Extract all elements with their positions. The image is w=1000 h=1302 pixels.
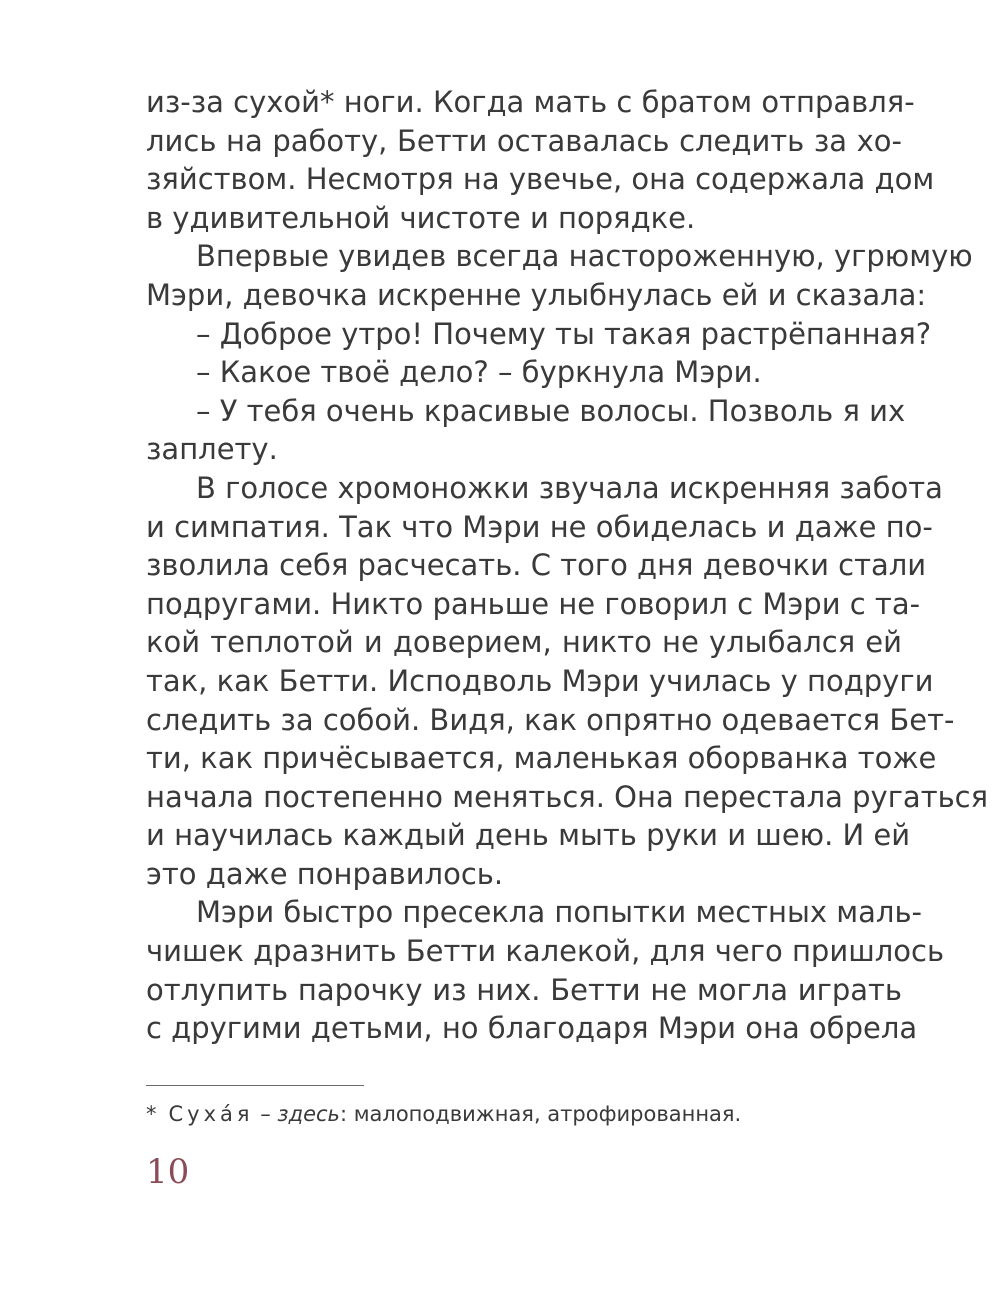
footnote-qualifier: здесь <box>277 1102 340 1126</box>
paragraph-first-line: Мэри быстро пресекла попытки местных маль- <box>196 895 923 930</box>
text-line: из-за сухой* ноги. Когда мать с братом отправля- <box>146 85 915 119</box>
text-line: лись на работу, Бетти оставалась следить за хо- <box>146 123 902 158</box>
dialogue-line: – У тебя очень красивые волосы. Позволь я их <box>196 393 906 428</box>
text-line: так, как Бетти. Исподволь Мэри училась у подруги <box>146 663 934 698</box>
text-line: подругами. Никто раньше не говорил с Мэри с та- <box>146 586 921 621</box>
footnote <box>146 1100 741 1128</box>
page-number: 10 <box>146 1152 190 1192</box>
text-line: начала постепенно меняться. Она перестала ругаться <box>146 779 989 814</box>
text-line: зволила себя расчесать. С того дня девочки стали <box>146 548 927 583</box>
text-line: и симпатия. Так что Мэри не обиделась и даже по- <box>146 509 933 544</box>
footnote-definition: : малоподвижная, атрофированная. <box>339 1102 742 1126</box>
text-line: с другими детьми, но благодаря Мэри она обрела <box>146 1011 918 1046</box>
text-line: следить за собой. Видя, как опрятно одевается Бет- <box>146 702 955 737</box>
paragraph-first-line: В голосе хромоножки звучала искренняя забота <box>196 470 943 505</box>
footnote-dash: – <box>260 1102 271 1126</box>
text-line: зяйством. Несмотря на увечье, она содержала дом <box>146 162 935 197</box>
text-line: отлупить парочку из них. Бетти не могла играть <box>146 972 902 1007</box>
text-line: это даже понравилось. <box>146 856 504 891</box>
footnote-term: Суха́я <box>168 1102 254 1126</box>
text-line: заплету. <box>146 432 278 467</box>
text-line: кой теплотой и доверием, никто не улыбался ей <box>146 625 902 660</box>
dialogue-line: – Доброе утро! Почему ты такая растрёпанная? <box>196 316 932 351</box>
body-text <box>146 83 989 1048</box>
text-line: чишек дразнить Бетти калекой, для чего пришлось <box>146 934 945 969</box>
text-line: в удивительной чистоте и порядке. <box>146 200 696 235</box>
footnote-marker: * <box>146 1102 157 1126</box>
text-line: и научилась каждый день мыть руки и шею. И ей <box>146 818 911 853</box>
footnote-divider <box>146 1085 364 1086</box>
text-line: Мэри, девочка искренне улыбнулась ей и сказала: <box>146 277 927 312</box>
dialogue-line: – Какое твоё дело? – буркнула Мэри. <box>196 355 762 390</box>
paragraph-first-line: Впервые увидев всегда настороженную, угрюмую <box>196 239 973 274</box>
text-line: ти, как причёсывается, маленькая оборванка тоже <box>146 741 937 776</box>
